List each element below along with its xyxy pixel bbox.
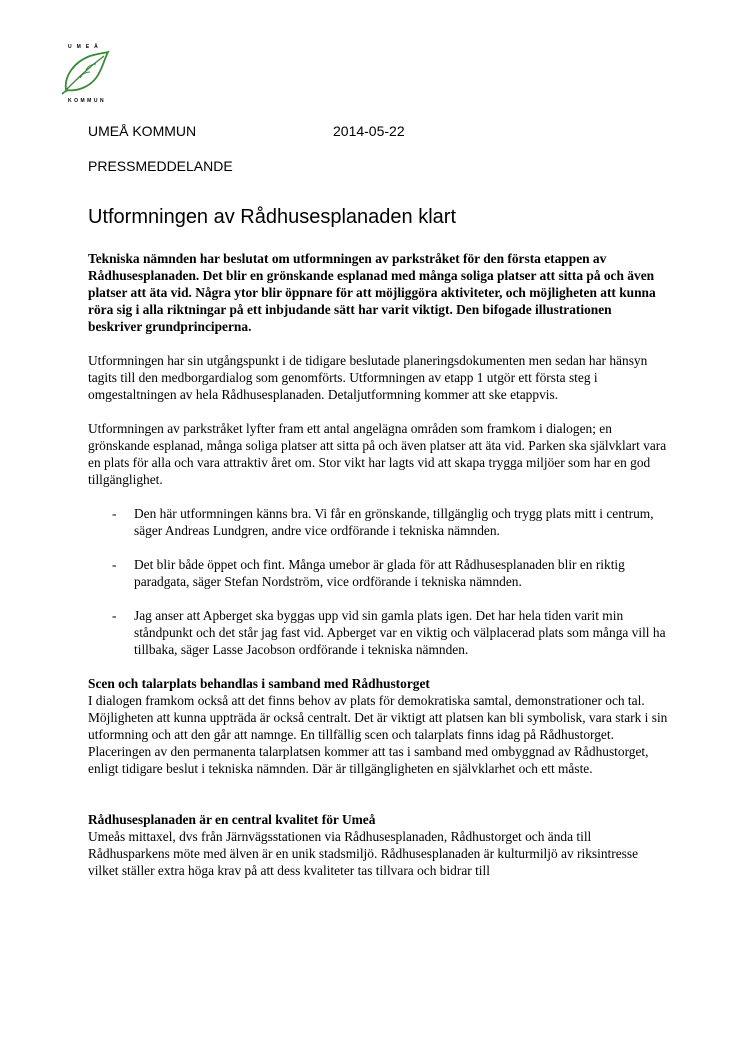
umea-kommun-logo: [60, 40, 118, 108]
document-type: PRESSMEDDELANDE: [88, 158, 233, 174]
quote-dash: -: [112, 557, 117, 572]
quote-dash: -: [112, 608, 117, 623]
quote-item: [88, 505, 668, 539]
section-heading: Scen och talarplats behandlas i samband med Rådhustorget: [88, 676, 430, 691]
logo-bottom-text: KOMMUN: [68, 98, 107, 104]
quote-text: Det blir både öppet och fint. Många umebor är glada för att Rådhusesplanaden blir en riktig paradgata, säger Stefan Nordström, vice ordförande i tekniska nämnden.: [134, 557, 625, 589]
press-date: 2014-05-22: [333, 123, 405, 139]
quote-dash: -: [112, 506, 117, 521]
section-heading: Rådhusesplanaden är en central kvalitet för Umeå: [88, 812, 376, 827]
document-body: [88, 250, 668, 879]
quote-text: Den här utformningen känns bra. Vi får en grönskande, tillgänglig och trygg plats mitt i centrum, säger Andreas Lundgren, andre vice ordförande i tekniska nämnden.: [134, 506, 654, 538]
organization-name: UMEÅ KOMMUN: [88, 123, 197, 139]
quote-text: Jag anser att Apberget ska byggas upp vid sin gamla plats igen. Det har hela tiden varit min ståndpunkt och det står jag fast vid. Apberget var en viktig och välplacerad plats som många vill ha tillbaka, säger Lasse Jacobson ordförande i tekniska nämnden.: [134, 608, 666, 657]
lead-paragraph: Tekniska nämnden har beslutat om utformningen av parkstråket för den första etappen av Rådhusesplanaden. Det blir en grönskande esplanad med många soliga platser att sitta på och även platser att äta vid. Några ytor blir öppnare för att möjliggöra aktiviteter, och möjligheten att kunna röra sig i alla riktningar på ett inbjudande sätt har varit viktigt. Den bifogade illustrationen beskriver grundprinciperna.: [88, 251, 656, 334]
logo-top-text: UMEÅ: [68, 44, 103, 50]
section-text: Umeås mittaxel, dvs från Järnvägsstationen via Rådhusesplanaden, Rådhustorget och ända till Rådhusparkens möte med älven är en unik stadsmiljö. Rådhusesplanaden är kulturmiljö av riksintresse vilket ställer extra höga krav på att dess kvaliteter tas tillvara och bidrar till: [88, 829, 639, 878]
page-title: Utformningen av Rådhusesplanaden klart: [88, 206, 456, 228]
quote-item: [88, 607, 668, 658]
body-paragraph: Utformningen av parkstråket lyfter fram ett antal angelägna områden som framkom i dialogen; en grönskande esplanad, många soliga platser att sitta på och även platser att äta vid. Parken ska självklart vara en plats för alla och vara attraktiv året om. Stor vikt har lagts vid att skapa trygga miljöer som har en god tillgänglighet.: [88, 421, 667, 487]
birch-leaf-icon: [60, 48, 110, 98]
quote-list: [88, 505, 668, 658]
section-text: I dialogen framkom också att det finns behov av plats för demokratiska samtal, demonstrationer och tal. Möjligheten att kunna uppträda är också centralt. Det är viktigt att platsen kan bli symbolisk, vara stark i sin utformning och att den går att namnge. En tillfällig scen och talarplats finns idag på Rådhustorget. Placeringen av den permanenta talarplatsen kommer att tas i samband med ombyggnad av Rådhustorget, enligt tidigare beslut i tekniska nämnden. Där är tillgängligheten en självklarhet och ett måste.: [88, 693, 668, 776]
quote-item: [88, 556, 668, 590]
body-paragraph: Utformningen har sin utgångspunkt i de tidigare beslutade planeringsdokumenten men sedan har hänsyn tagits till den medborgardialog som genomförts. Utformningen av etapp 1 utgör ett första steg i omgestaltningen av hela Rådhusesplanaden. Detaljutformning kommer att ske etappvis.: [88, 353, 648, 402]
